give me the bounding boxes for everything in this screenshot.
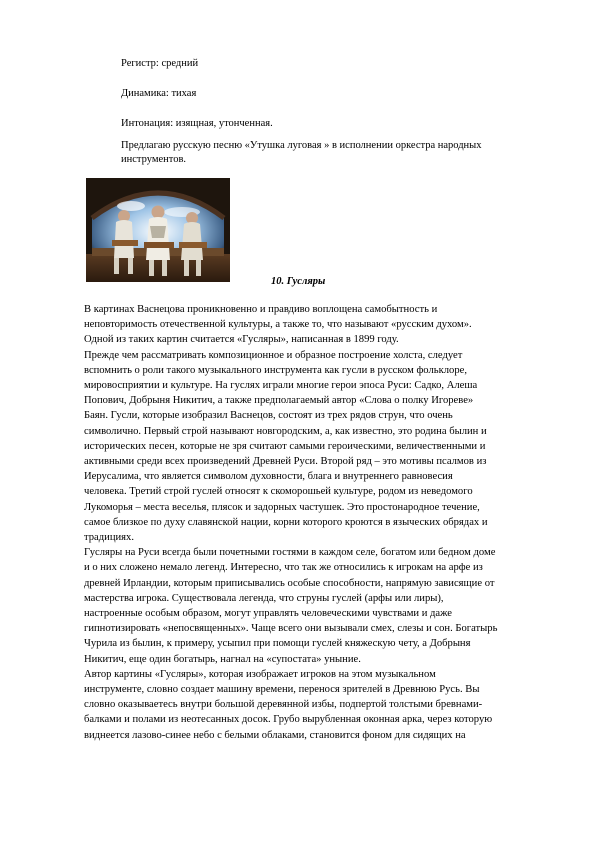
body-line: мировосприятии и культуре. На гуслях играли многие герои эпоса Руси: Садко, Алеша [84, 380, 478, 392]
body-line: инструменте, словно создает машину времени, перенося зрителей в Древнюю Русь. Вы [84, 684, 480, 696]
proposal-line-1: Предлагаю русскую песню «Утушка луговая » в исполнении оркестра народных [121, 140, 482, 151]
body-line: вспомнить о роли такого музыкального инструмента как гусли в русском фольклоре, [84, 364, 467, 376]
body-line: виднеется лазово-синее небо с белыми облаками, становится фоном для сидящих на [84, 729, 466, 741]
body-line: словно оказываетесь внутри большой деревянной избы, подпертой толстыми бревнами- [84, 699, 483, 711]
body-line: Чурила из былин, к примеру, усыпил при помощи гуслей княжескую чету, а Добрыня [84, 638, 471, 650]
body-line: настроенные особым образом, могут управлять человеческими чувствами и даже [84, 608, 453, 620]
body-line: Баян. Гусли, которые изобразил Васнецов, состоят из трех рядов струн, что очень [84, 410, 453, 422]
body-line: мастерства игрока. Существовала легенда, что струны гуслей (арфы или лиры), [84, 592, 444, 604]
body-line: символично. Первый строй называют новгородским, а, как известно, это родина былин и [84, 425, 487, 437]
body-line: древней Ирландии, которым приписывались особые способности, напрямую зависящие от [84, 577, 495, 589]
painting-illustration-icon [86, 178, 230, 282]
body-line: балками и полами из неотесанных досок. Грубо вырубленная оконная арка, через которую [84, 714, 493, 726]
dynamics-line: Динамика: тихая [121, 88, 197, 99]
body-line: Одной из таких картин считается «Гусляры», написанная в 1899 году. [84, 334, 399, 346]
body-line: исторических песен, которые не зря считают самыми героическими, величественными и [84, 440, 486, 452]
guslyary-painting-image [86, 178, 230, 282]
article-body [84, 302, 524, 743]
body-line: человека. Третий строй гуслей относят к скоморошьей культуре, родом из неведомого [84, 486, 473, 498]
body-line: Иерусалима, что является символом духовности, блага и внутреннего равновесия [84, 471, 453, 483]
body-line: Прежде чем рассматривать композиционное и образное построение холста, следует [84, 349, 463, 361]
body-line: неповторимость отечественной культуры, а также то, что называют «русским духом». [84, 319, 472, 331]
body-line: Гусляры на Руси всегда были почетными гостями в каждом селе, богатом или бедном доме [84, 547, 496, 559]
body-line: традициях. [84, 532, 134, 544]
body-line: активными среди всех произведений Древней Руси. Второй ряд – это мотивы псалмов из [84, 456, 487, 468]
proposal-line-2: инструментов. [121, 154, 187, 165]
body-line: Никитич, еще один богатырь, нагнал на «супостата» уныние. [84, 653, 361, 665]
body-line: В картинах Васнецова проникновенно и правдиво воплощена самобытность и [84, 304, 438, 315]
register-line: Регистр: средний [121, 58, 199, 69]
body-line: и о них сложено немало легенд. Интересно, что так же относились к игрокам на арфе из [84, 562, 483, 574]
body-line: Лукоморья – места веселья, плясок и задорных частушек. Это простонародное течение, [84, 501, 480, 513]
figure-caption: 10. Гусляры [271, 276, 326, 287]
body-line: гипнотизировать «непосвященных». Чаще всего они вызывали смех, слезы и сон. Богатырь [84, 623, 498, 635]
body-line: Автор картины «Гусляры», которая изображает игроков на этом музыкальном [84, 668, 436, 680]
body-line: Попович, Добрыня Никитич, а также предполагаемый автор «Слова о полку Игореве» [84, 395, 474, 407]
body-line: самое близкое по духу славянской нации, корни которого кроются в языческих обрядах и [84, 516, 488, 528]
intonation-line: Интонация: изящная, утонченная. [121, 118, 273, 129]
